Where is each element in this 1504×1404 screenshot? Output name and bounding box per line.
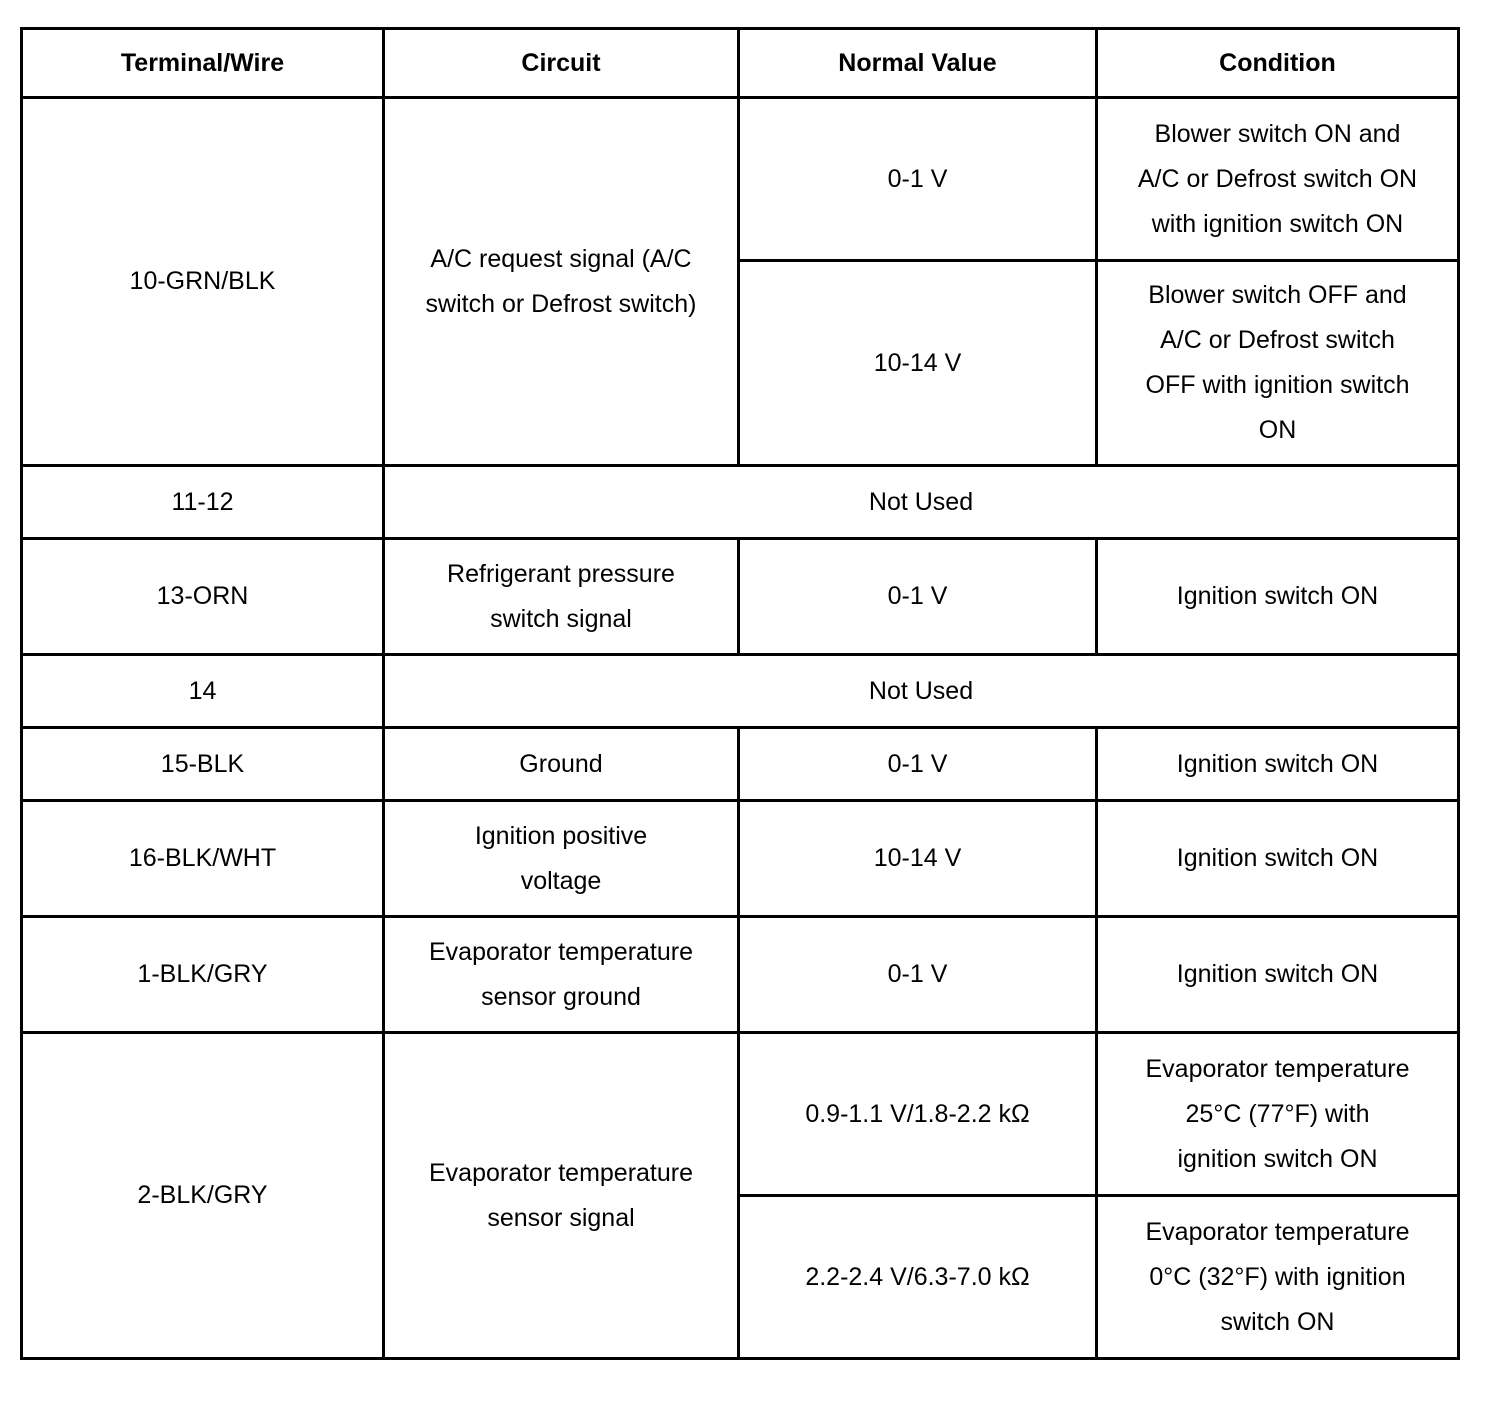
terminal-cell: 15-BLK xyxy=(22,728,384,801)
condition-cell: Ignition switch ON xyxy=(1097,539,1459,655)
terminal-cell: 13-ORN xyxy=(22,539,384,655)
not-used-cell: Not Used xyxy=(384,655,1459,728)
circuit-cell: Evaporator temperature sensor ground xyxy=(384,917,739,1033)
header-condition: Condition xyxy=(1097,29,1459,98)
value-cell: 0.9-1.1 V/1.8-2.2 kΩ xyxy=(739,1033,1097,1196)
header-row xyxy=(22,29,1459,98)
terminal-cell: 1-BLK/GRY xyxy=(22,917,384,1033)
terminal-spec-table xyxy=(20,27,1460,1360)
circuit-cell: Refrigerant pressure switch signal xyxy=(384,539,739,655)
terminal-cell: 16-BLK/WHT xyxy=(22,801,384,917)
terminal-cell: 11-12 xyxy=(22,466,384,539)
condition-cell: Ignition switch ON xyxy=(1097,917,1459,1033)
circuit-cell: A/C request signal (A/C switch or Defrost switch) xyxy=(384,98,739,466)
value-cell: 0-1 V xyxy=(739,917,1097,1033)
terminal-cell: 10-GRN/BLK xyxy=(22,98,384,466)
value-cell: 0-1 V xyxy=(739,98,1097,261)
table-row xyxy=(22,98,1459,261)
circuit-cell: Ground xyxy=(384,728,739,801)
table-row xyxy=(22,1033,1459,1196)
table-row xyxy=(22,801,1459,917)
condition-cell: Blower switch OFF and A/C or Defrost switch OFF with ignition switch ON xyxy=(1097,261,1459,466)
value-cell: 0-1 V xyxy=(739,539,1097,655)
condition-cell: Evaporator temperature 0°C (32°F) with ignition switch ON xyxy=(1097,1196,1459,1359)
table-row xyxy=(22,539,1459,655)
condition-cell: Ignition switch ON xyxy=(1097,728,1459,801)
value-cell: 2.2-2.4 V/6.3-7.0 kΩ xyxy=(739,1196,1097,1359)
terminal-cell: 2-BLK/GRY xyxy=(22,1033,384,1359)
header-circuit: Circuit xyxy=(384,29,739,98)
table-row xyxy=(22,466,1459,539)
condition-cell: Ignition switch ON xyxy=(1097,801,1459,917)
circuit-cell: Evaporator temperature sensor signal xyxy=(384,1033,739,1359)
header-normal-value: Normal Value xyxy=(739,29,1097,98)
value-cell: 10-14 V xyxy=(739,261,1097,466)
terminal-cell: 14 xyxy=(22,655,384,728)
circuit-cell: Ignition positive voltage xyxy=(384,801,739,917)
condition-cell: Evaporator temperature 25°C (77°F) with ignition switch ON xyxy=(1097,1033,1459,1196)
value-cell: 0-1 V xyxy=(739,728,1097,801)
table-row xyxy=(22,917,1459,1033)
table-row xyxy=(22,655,1459,728)
value-cell: 10-14 V xyxy=(739,801,1097,917)
header-terminal: Terminal/Wire xyxy=(22,29,384,98)
not-used-cell: Not Used xyxy=(384,466,1459,539)
condition-cell: Blower switch ON and A/C or Defrost switch ON with ignition switch ON xyxy=(1097,98,1459,261)
table-row xyxy=(22,728,1459,801)
